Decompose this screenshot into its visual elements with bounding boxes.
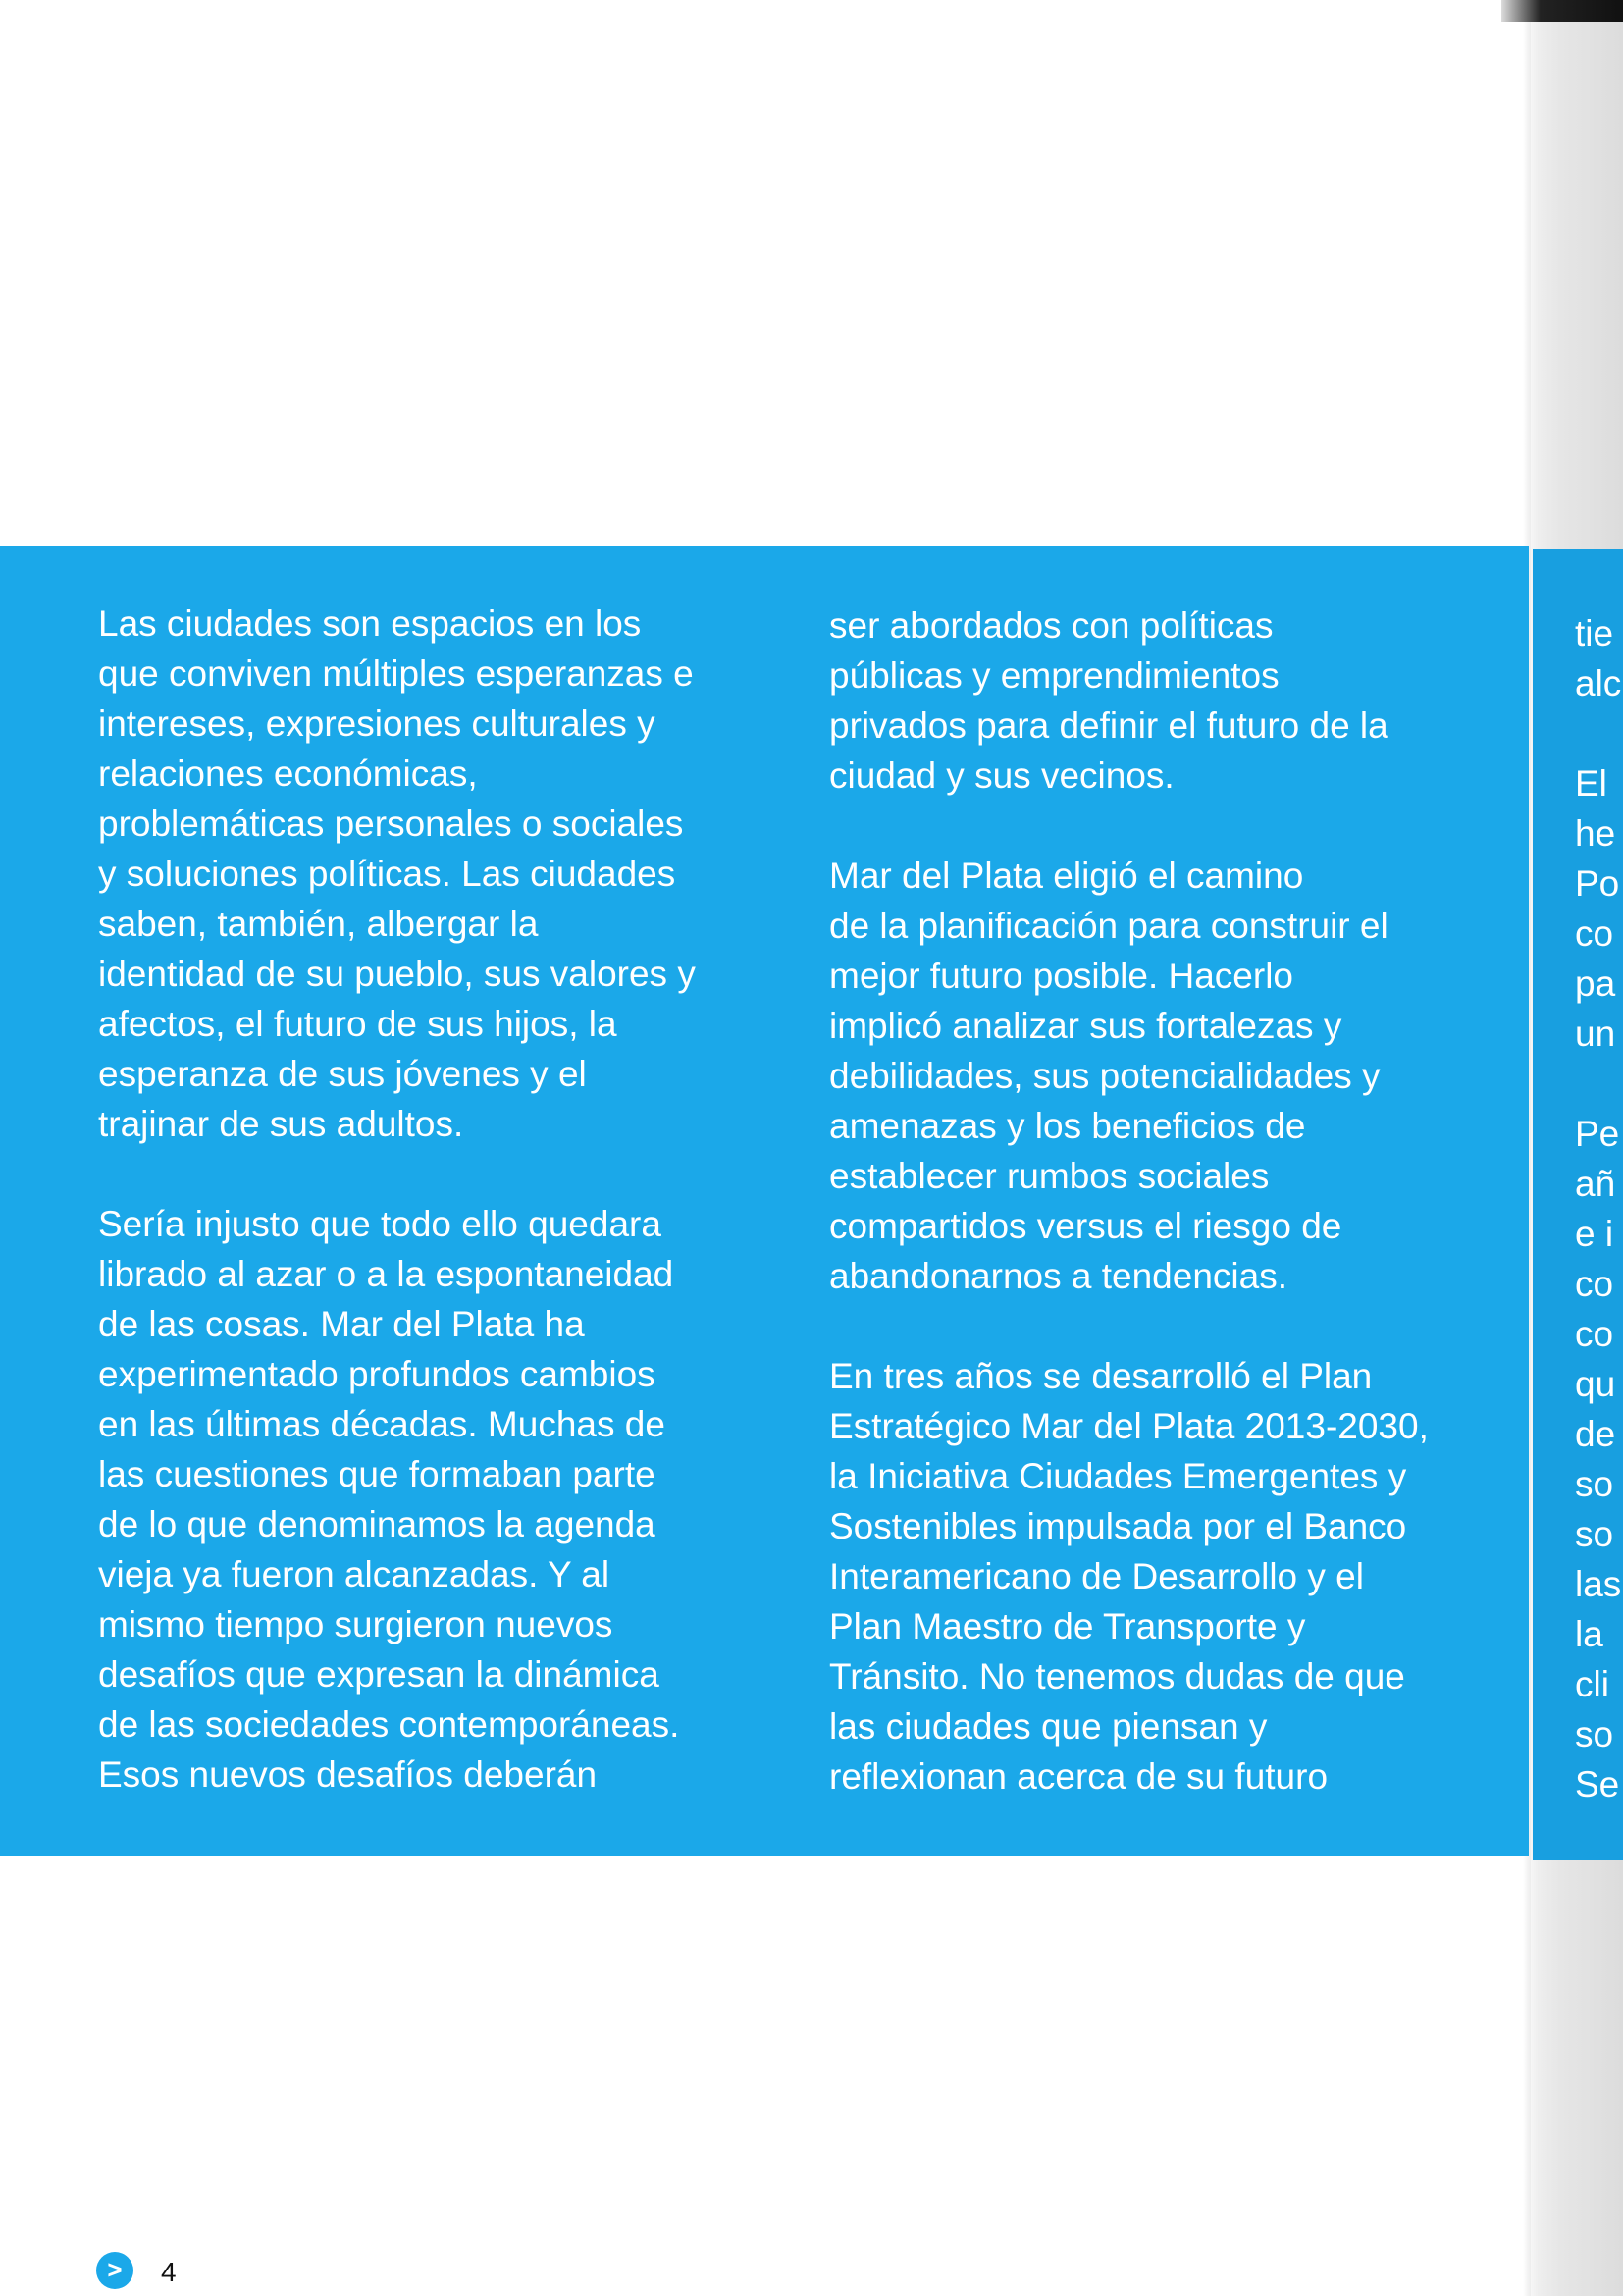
page-number: 4 bbox=[161, 2257, 177, 2287]
text-fragment: co bbox=[1575, 1314, 1614, 1354]
text-line: debilidades, sus potencialidades y bbox=[829, 1056, 1381, 1096]
text-line: de lo que denominamos la agenda bbox=[98, 1504, 655, 1544]
text-line: públicas y emprendimientos bbox=[829, 655, 1280, 696]
paragraph-gap bbox=[829, 1301, 1429, 1351]
text-line: Sería injusto que todo ello quedara bbox=[98, 1204, 661, 1244]
text-fragment: las bbox=[1575, 1564, 1622, 1604]
text-fragment: El bbox=[1575, 763, 1607, 804]
text-line: implicó analizar sus fortalezas y bbox=[829, 1006, 1342, 1046]
text-line: establecer rumbos sociales bbox=[829, 1156, 1270, 1196]
text-line: que conviven múltiples esperanzas e bbox=[98, 653, 694, 694]
text-line: Estratégico Mar del Plata 2013-2030, bbox=[829, 1406, 1429, 1446]
text-fragment: he bbox=[1575, 813, 1616, 854]
scan-shadow bbox=[1501, 0, 1623, 22]
text-fragment: pa bbox=[1575, 964, 1616, 1004]
text-line: las ciudades que piensan y bbox=[829, 1706, 1268, 1747]
text-line: afectos, el futuro de sus hijos, la bbox=[98, 1004, 617, 1044]
paragraph-gap bbox=[1575, 708, 1623, 758]
text-line: ciudad y sus vecinos. bbox=[829, 756, 1175, 796]
text-fragment: alc bbox=[1575, 663, 1622, 704]
chevron-right-icon: > bbox=[96, 2252, 133, 2289]
text-fragment: co bbox=[1575, 913, 1614, 954]
text-fragment: añ bbox=[1575, 1164, 1616, 1204]
text-fragment: co bbox=[1575, 1264, 1614, 1304]
paragraph-gap bbox=[98, 1149, 696, 1199]
text-line: problemáticas personales o sociales bbox=[98, 804, 684, 844]
text-line: la Iniciativa Ciudades Emergentes y bbox=[829, 1456, 1407, 1496]
text-line: abandonarnos a tendencias. bbox=[829, 1256, 1287, 1296]
text-fragment: un bbox=[1575, 1014, 1616, 1054]
text-line: desafíos que expresan la dinámica bbox=[98, 1654, 659, 1695]
text-line: en las últimas décadas. Muchas de bbox=[98, 1404, 665, 1444]
text-line: ser abordados con políticas bbox=[829, 605, 1274, 646]
text-fragment: Po bbox=[1575, 863, 1620, 904]
text-line: relaciones económicas, bbox=[98, 754, 478, 794]
paragraph-gap bbox=[829, 801, 1429, 851]
text-line: de la planificación para construir el bbox=[829, 906, 1388, 946]
text-fragment: tie bbox=[1575, 613, 1614, 653]
text-line: Mar del Plata eligió el camino bbox=[829, 856, 1304, 896]
text-line: Tránsito. No tenemos dudas de que bbox=[829, 1656, 1405, 1696]
paragraph-gap bbox=[1575, 1059, 1623, 1109]
text-line: amenazas y los beneficios de bbox=[829, 1106, 1306, 1146]
text-line: intereses, expresiones culturales y bbox=[98, 704, 655, 744]
text-line: Esos nuevos desafíos deberán bbox=[98, 1754, 598, 1795]
text-line: Las ciudades son espacios en los bbox=[98, 603, 642, 644]
left-text-column bbox=[98, 599, 696, 1800]
text-fragment: so bbox=[1575, 1464, 1614, 1504]
text-line: librado al azar o a la espontaneidad bbox=[98, 1254, 674, 1294]
text-line: Sostenibles impulsada por el Banco bbox=[829, 1506, 1407, 1546]
text-line: reflexionan acerca de su futuro bbox=[829, 1756, 1329, 1797]
text-line: esperanza de sus jóvenes y el bbox=[98, 1054, 587, 1094]
text-fragment: de bbox=[1575, 1414, 1616, 1454]
text-line: mejor futuro posible. Hacerlo bbox=[829, 956, 1293, 996]
text-fragment: so bbox=[1575, 1514, 1614, 1554]
next-page-text-column bbox=[1575, 608, 1623, 1809]
text-line: compartidos versus el riesgo de bbox=[829, 1206, 1342, 1246]
text-line: En tres años se desarrolló el Plan bbox=[829, 1356, 1373, 1396]
text-fragment: la bbox=[1575, 1614, 1603, 1654]
text-line: privados para definir el futuro de la bbox=[829, 705, 1388, 746]
text-fragment: e i bbox=[1575, 1214, 1614, 1254]
text-line: trajinar de sus adultos. bbox=[98, 1104, 464, 1144]
text-line: de las cosas. Mar del Plata ha bbox=[98, 1304, 585, 1344]
text-line: mismo tiempo surgieron nuevos bbox=[98, 1604, 613, 1644]
text-line: las cuestiones que formaban parte bbox=[98, 1454, 655, 1494]
text-line: identidad de su pueblo, sus valores y bbox=[98, 954, 696, 994]
text-fragment: cli bbox=[1575, 1664, 1609, 1704]
text-line: y soluciones políticas. Las ciudades bbox=[98, 854, 676, 894]
right-text-column bbox=[829, 600, 1429, 1801]
text-line: saben, también, albergar la bbox=[98, 904, 539, 944]
text-fragment: so bbox=[1575, 1714, 1614, 1754]
text-line: vieja ya fueron alcanzadas. Y al bbox=[98, 1554, 610, 1594]
text-line: de las sociedades contemporáneas. bbox=[98, 1704, 680, 1745]
text-line: experimentado profundos cambios bbox=[98, 1354, 655, 1394]
text-fragment: Se bbox=[1575, 1764, 1620, 1804]
text-line: Plan Maestro de Transporte y bbox=[829, 1606, 1306, 1646]
text-line: Interamericano de Desarrollo y el bbox=[829, 1556, 1364, 1596]
text-fragment: qu bbox=[1575, 1364, 1616, 1404]
text-fragment: Pe bbox=[1575, 1114, 1620, 1154]
